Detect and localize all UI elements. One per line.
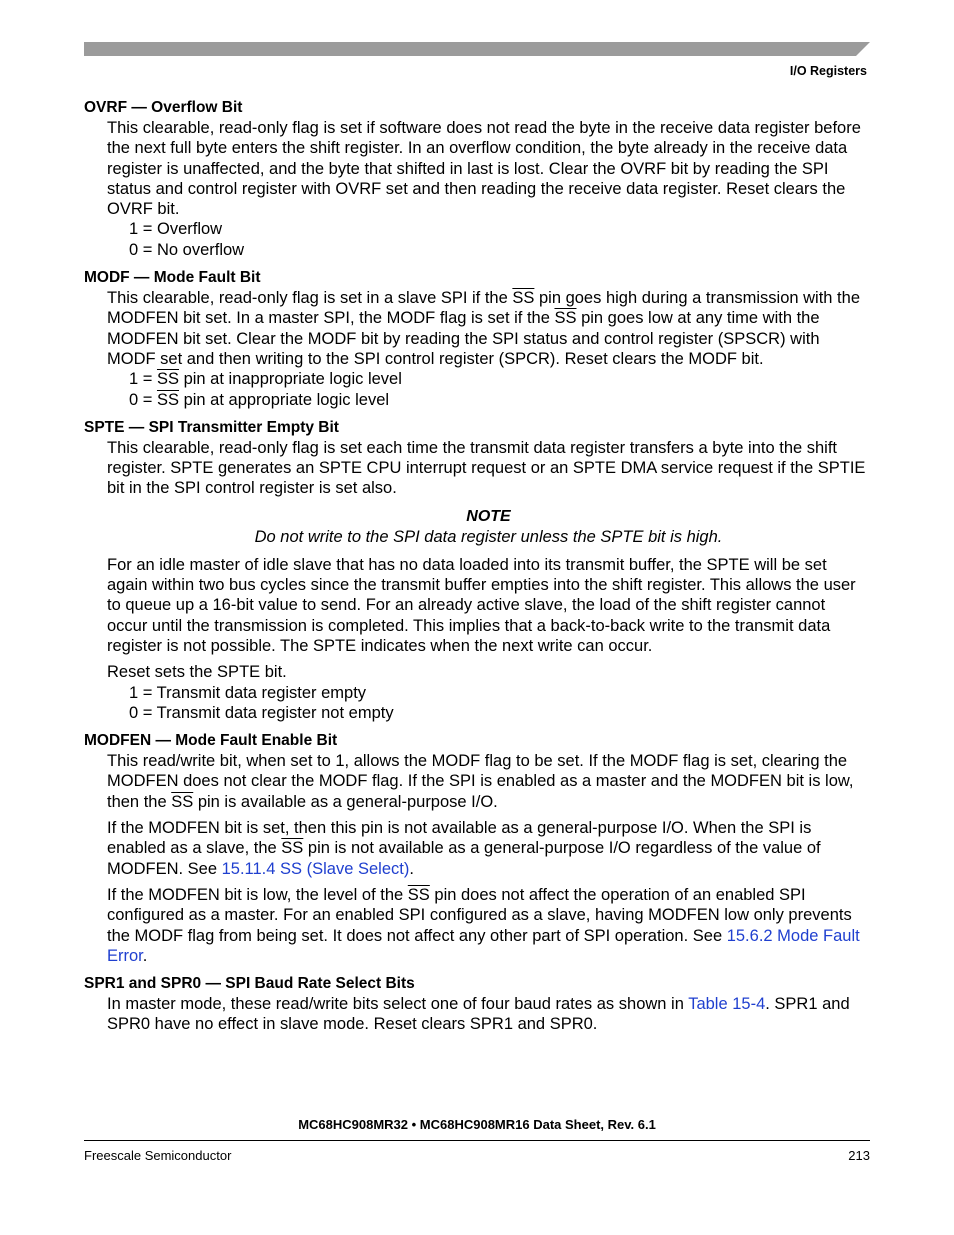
note-title: NOTE: [466, 507, 511, 525]
footer-title: MC68HC908MR32 • MC68HC908MR16 Data Sheet, Rev. 6.1: [298, 1117, 656, 1132]
text-span: In master mode, these read/write bits select one of four baud rates as shown in: [107, 995, 689, 1014]
ss-signal: $\overline{SS}$: [171, 792, 194, 811]
text-span: If the MODFEN bit is set, then this pin is not available as a general-purpose I/O. When the SPI is enabled as a slave, the: [107, 819, 812, 858]
footer-company: Freescale Semiconductor: [84, 1148, 232, 1163]
modf-value-0: [129, 390, 870, 410]
ovrf-value-0: 0 = No overflow: [129, 240, 245, 259]
page-number: 213: [848, 1148, 870, 1163]
modf-heading: MODF — Mode Fault Bit: [84, 269, 261, 287]
ss-signal: $\overline{SS}$: [407, 885, 430, 904]
spr-body: [107, 994, 870, 1035]
text-span: .: [142, 946, 148, 965]
ss-signal: $\overline{SS}$: [156, 390, 179, 409]
slave-select-link[interactable]: 15.11.4 SS (Slave Select): [221, 859, 410, 878]
text-span: pin does not affect the operation of an enabled SPI configured as a master. For an enabled SPI configured as a slave, having MODFEN low only prevents the MODF flag from being set. It does not affect any other part of SPI operation. See: [107, 885, 852, 945]
spte-value-1: 1 = Transmit data register empty: [129, 683, 367, 702]
ovrf-body: This clearable, read-only flag is set if software does not read the byte in the receive data register before the next full byte enters the shift register. In an overflow condition, the byte already in the receive data register is unaffected, and the byte that shifted in last is lost. Clear the OVRF bit by reading the SPI status and control register with OVRF set and then reading the receive data register. Reset clears the OVRF bit.: [107, 119, 861, 219]
ss-signal: $\overline{SS}$: [281, 839, 304, 858]
text-span: .: [409, 859, 414, 878]
text-span: pin at appropriate logic level: [179, 390, 390, 409]
modfen-body-1: [107, 751, 870, 812]
modfen-body-2: [107, 818, 870, 879]
text-span: If the MODFEN bit is low, the level of the: [107, 885, 408, 904]
modf-value-1: [129, 369, 870, 389]
spte-body-2: For an idle master of idle slave that has no data loaded into its transmit buffer, the SPTE will be set again within two bus cycles since the transmit buffer empties into the shift register. This allows the user to queue up a 16-bit value to send. For an already active slave, the load of the shift register cannot occur until the transmission is completed. This implies that a back-to-back write to the transmit data register is not possible. The SPTE indicates when the next write can occur.: [107, 555, 856, 655]
text-span: pin goes high during a transmission with the MODFEN bit set. In a master SPI, the MODF flag is set if the: [107, 289, 860, 328]
text-span: pin goes low at any time with the MODFEN bit set. Clear the MODF bit by reading the SPI status and control register (SPSCR) with MODF set and then writing to the SPI control register (SPCR). Reset clears the MODF bit.: [107, 309, 820, 368]
modf-body: [107, 288, 870, 369]
text-span: pin is available as a general-purpose I/O.: [193, 792, 498, 811]
running-head: I/O Registers: [789, 64, 867, 78]
ovrf-heading: OVRF — Overflow Bit: [84, 99, 243, 116]
text-span: This clearable, read-only flag is set in a slave SPI if the: [107, 289, 513, 308]
spte-body: This clearable, read-only flag is set each time the transmit data register transfers a byte into the shift register. SPTE generates an SPTE CPU interrupt request or an SPTE DMA service request if the SPTIE bit in the SPI control register is set also.: [107, 438, 866, 498]
table-15-4-link[interactable]: Table 15-4: [688, 995, 766, 1014]
page-content: [84, 98, 870, 1035]
ss-signal: $\overline{SS}$: [512, 289, 535, 308]
spte-value-0: 0 = Transmit data register not empty: [129, 703, 394, 722]
footer-rule: [84, 1140, 870, 1141]
mode-fault-error-link[interactable]: 15.6.2 Mode Fault Error: [107, 926, 860, 965]
spr-heading: SPR1 and SPR0 — SPI Baud Rate Select Bits: [84, 975, 415, 993]
ss-signal: $\overline{SS}$: [554, 309, 577, 328]
spte-reset: Reset sets the SPTE bit.: [107, 663, 287, 682]
text-span: 0 =: [129, 390, 157, 409]
modfen-heading: MODFEN — Mode Fault Enable Bit: [84, 732, 338, 750]
text-span: . SPR1 and SPR0 have no effect in slave mode. Reset clears SPR1 and SPR0.: [107, 995, 850, 1034]
text-span: This read/write bit, when set to 1, allows the MODF flag to be set. If the MODF flag is set, clearing the MODFEN does not clear the MODF flag. If the SPI is enabled as a master and the MODFEN bit is low, then the: [107, 752, 854, 811]
header-bar: [84, 42, 870, 56]
spte-heading: SPTE — SPI Transmitter Empty Bit: [84, 418, 339, 436]
text-span: pin is not available as a general-purpose I/O regardless of the value of MODFEN. See: [107, 839, 821, 878]
text-span: pin at inappropriate logic level: [179, 370, 402, 389]
text-span: 1 =: [129, 370, 157, 389]
note-text: Do not write to the SPI data register unless the SPTE bit is high.: [254, 527, 723, 546]
ss-signal: $\overline{SS}$: [156, 370, 179, 389]
ovrf-value-1: 1 = Overflow: [129, 220, 223, 239]
modfen-body-3: [107, 885, 870, 966]
